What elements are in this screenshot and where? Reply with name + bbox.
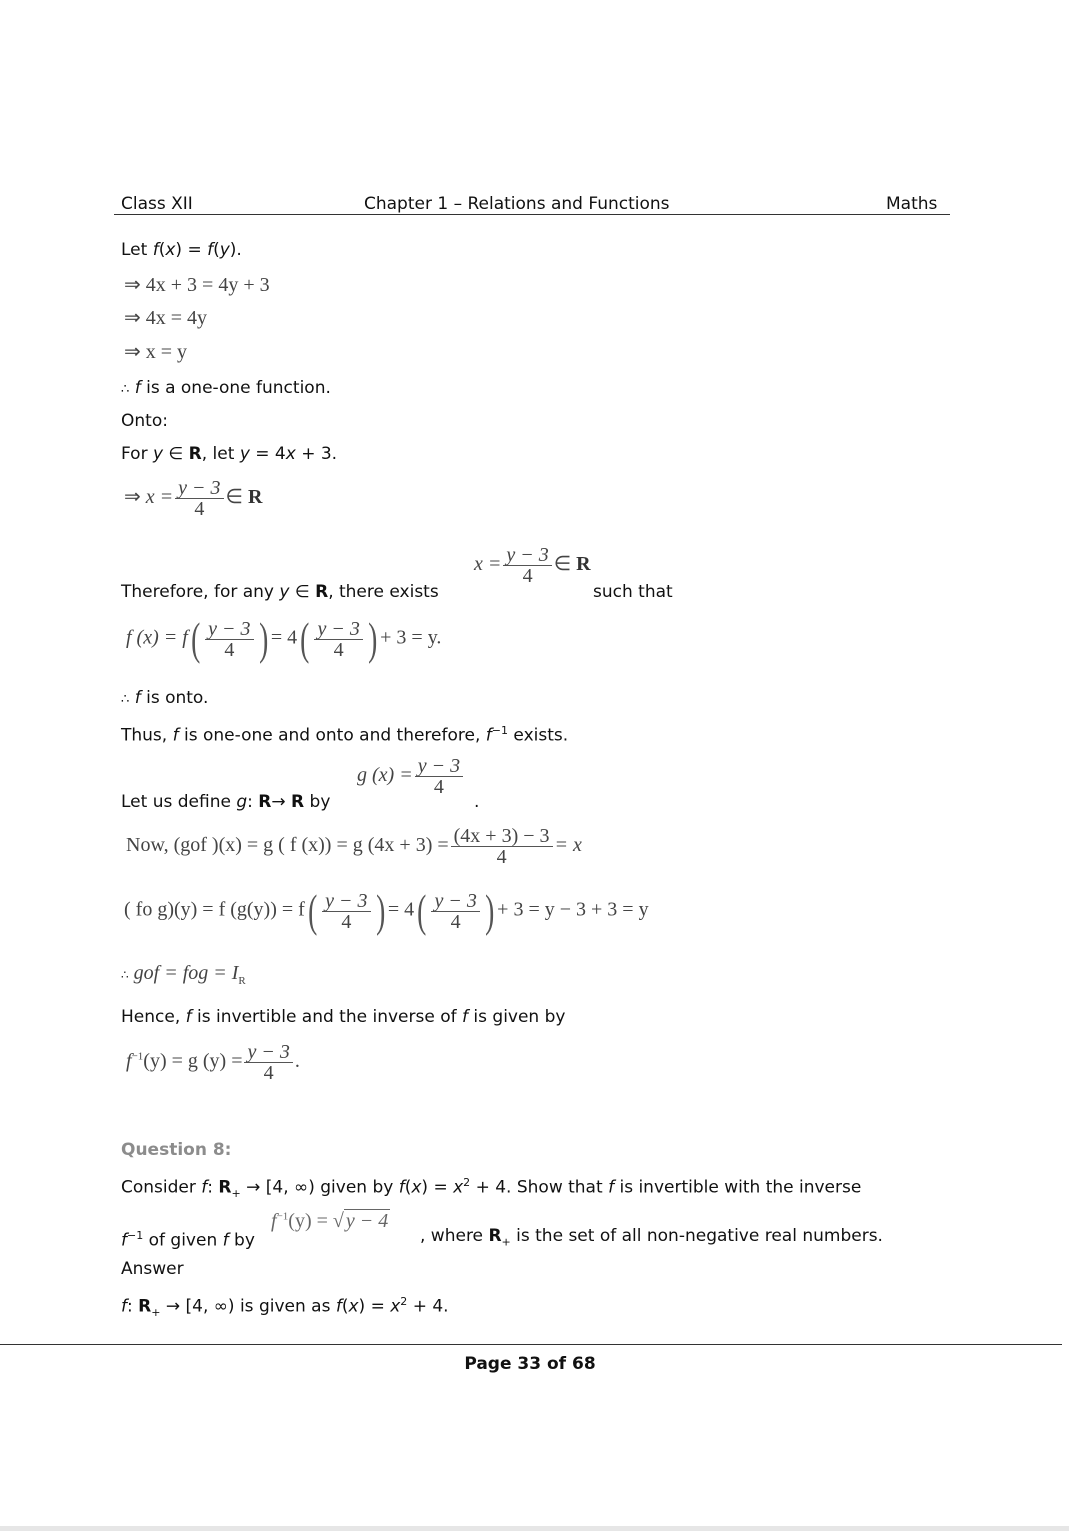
text: x [165, 240, 176, 260]
text: R [247, 486, 263, 509]
radicand: y − 4 [345, 1210, 389, 1232]
numerator: y − 3 [415, 756, 463, 777]
text: is the set of all non-negative real numbers. [510, 1226, 883, 1246]
text: by [304, 792, 331, 812]
fraction [431, 891, 479, 932]
text: f [271, 1210, 277, 1232]
question-heading: Question 8: [121, 1140, 232, 1160]
text: ) = [175, 240, 208, 260]
superscript: −1 [131, 1050, 144, 1063]
text: + 3 = y. [380, 626, 442, 649]
question-line-2a [121, 1226, 255, 1251]
sqrt-icon: √ [332, 1210, 344, 1232]
fraction [503, 545, 551, 586]
text: ∈ [225, 486, 243, 509]
numerator: y − 3 [205, 619, 253, 640]
fraction [175, 478, 223, 519]
bottom-scroll-edge [0, 1526, 1069, 1531]
text: ) = [358, 1296, 391, 1317]
subscript: + [501, 1235, 511, 1249]
equation-x-solution [124, 478, 262, 519]
text: : [207, 1177, 219, 1198]
superscript: 2 [400, 1295, 408, 1308]
text: + 4. [407, 1296, 449, 1317]
therefore-symbol: ∴ [121, 382, 130, 397]
paren: ) [258, 613, 268, 664]
text: ∈ [163, 444, 189, 464]
text: x [453, 1177, 464, 1198]
text: , let [201, 444, 240, 464]
equation-fx [126, 613, 442, 664]
text: f [152, 240, 159, 260]
hence-line [121, 1007, 565, 1027]
equation-gof [126, 826, 582, 867]
text: ∈ [289, 582, 316, 602]
text: Hence, [121, 1007, 186, 1027]
subscript: + [231, 1187, 241, 1201]
text: f [134, 688, 141, 708]
text: is onto. [140, 688, 209, 708]
text: R [188, 444, 202, 464]
text: = 4 [387, 898, 415, 921]
equation-x-exists [474, 545, 591, 586]
text: f (x) = f [126, 626, 188, 649]
text: , where [420, 1226, 489, 1246]
text: is a one-one function. [140, 378, 331, 398]
text: f [134, 378, 141, 398]
text: is invertible and the inverse of [191, 1007, 463, 1027]
denominator: 4 [450, 910, 461, 933]
equation-inverse-sqrt [271, 1210, 390, 1233]
text: y [152, 444, 164, 464]
superscript: −1 [276, 1210, 289, 1223]
text: f [485, 725, 492, 746]
text: f [126, 1050, 132, 1073]
text: + 4. Show that [470, 1177, 609, 1198]
text: R [138, 1296, 152, 1317]
question-line-1 [121, 1173, 861, 1204]
text: ( [404, 1177, 412, 1198]
text: = x [554, 834, 582, 857]
denominator: 4 [341, 910, 352, 933]
paren: ( [190, 613, 201, 664]
text: Consider [121, 1177, 202, 1198]
text: → [4, ∞) is given as [160, 1296, 336, 1317]
equation-inverse [126, 1042, 300, 1083]
paren: ) [375, 885, 385, 936]
therefore-symbol: ∴ [121, 968, 129, 982]
equation-implies-1: ⇒ 4x + 3 = 4y + 3 [124, 274, 270, 296]
text: ( [213, 240, 220, 260]
superscript: 2 [463, 1176, 471, 1189]
text: x [411, 1177, 422, 1198]
fraction [415, 756, 463, 797]
superscript: −1 [491, 724, 508, 737]
text: by [228, 1230, 255, 1251]
text: x [390, 1296, 401, 1317]
text: ( [341, 1296, 349, 1317]
text: f [207, 240, 214, 260]
header-class: Class XII [121, 194, 193, 214]
page-number: Page 33 of 68 [464, 1354, 596, 1374]
text: is given by [468, 1007, 566, 1027]
text: : [247, 792, 259, 812]
denominator: 4 [263, 1062, 274, 1084]
paren: ) [367, 613, 378, 664]
such-that: such that [593, 582, 673, 602]
text: Therefore, for any [121, 582, 280, 602]
subscript: R [238, 975, 246, 987]
text: f [222, 1230, 229, 1251]
text: + 3 = y − 3 + 3 = y [497, 898, 649, 921]
paren: ( [300, 613, 310, 664]
text: R [291, 792, 305, 812]
text: R [488, 1226, 502, 1246]
footer-divider [0, 1344, 1062, 1345]
fraction [451, 826, 553, 867]
numerator: y − 3 [322, 891, 370, 912]
numerator: (4x + 3) − 3 [451, 826, 553, 847]
fraction [314, 619, 362, 660]
text: = 4 [249, 444, 286, 464]
text: , there exists [328, 582, 439, 602]
text: y [279, 582, 290, 602]
text: R [258, 792, 272, 812]
text: ( fo g)(y) = f (g(y)) = f [124, 898, 305, 921]
text: = 4 [270, 626, 298, 649]
text: R [218, 1177, 232, 1198]
text: f [185, 1007, 192, 1027]
denominator: 4 [224, 638, 235, 661]
text: (y) = g (y) = [143, 1050, 243, 1073]
text: (y) = [288, 1210, 328, 1232]
fraction [322, 891, 370, 932]
paren: ) [484, 885, 495, 936]
text: Thus, [121, 725, 173, 746]
text: + 3. [295, 444, 338, 464]
therefore-line [121, 582, 439, 602]
text: y [239, 444, 250, 464]
text: ) = [421, 1177, 454, 1198]
fraction [205, 619, 253, 660]
numerator: y − 3 [175, 478, 223, 499]
text: . [294, 1050, 300, 1073]
denominator: 4 [433, 776, 444, 798]
numerator: y − 3 [244, 1042, 292, 1063]
text: f [121, 1296, 127, 1317]
numerator: y − 3 [503, 545, 551, 566]
text: f [608, 1177, 615, 1198]
fraction [244, 1042, 292, 1083]
define-g-line [121, 792, 330, 812]
text: Let us define [121, 792, 237, 812]
text: R [315, 582, 329, 602]
text: y [219, 240, 230, 260]
text: exists. [508, 725, 569, 746]
paren: ( [307, 885, 318, 936]
denominator: 4 [522, 565, 533, 587]
equation-identity [121, 962, 246, 987]
equation-fog [124, 885, 649, 936]
onto-conclusion [121, 688, 208, 710]
question-line-2b [420, 1226, 883, 1252]
header-subject: Maths [886, 194, 938, 214]
thus-line [121, 721, 568, 746]
text: R [576, 553, 591, 576]
equation-implies-3: ⇒ x = y [124, 341, 188, 363]
text: x [348, 1296, 359, 1317]
text: Let [121, 240, 153, 260]
text: ). [229, 240, 242, 260]
text: x = [474, 553, 502, 576]
for-y-line [121, 444, 337, 464]
equation-implies-2: ⇒ 4x = 4y [124, 307, 208, 329]
subscript: + [151, 1306, 161, 1320]
text: ∈ [553, 553, 572, 576]
text: of given [143, 1230, 223, 1251]
text: f [121, 1230, 127, 1251]
answer-line [121, 1292, 449, 1323]
text: Now, (gof )(x) = g ( f (x)) = g (4x + 3) = [126, 834, 449, 857]
implies-symbol: ⇒ [124, 486, 141, 509]
text: f [398, 1177, 405, 1198]
numerator: y − 3 [314, 619, 362, 640]
text-line [121, 240, 242, 260]
answer-label: Answer [121, 1259, 184, 1279]
text: x = [145, 486, 174, 509]
text: is one-one and onto and therefore, [178, 725, 486, 746]
text: x [285, 444, 296, 464]
equation-g-definition [357, 756, 465, 797]
text: For [121, 444, 153, 464]
text: : [127, 1296, 139, 1317]
denominator: 4 [333, 638, 344, 661]
text: f [172, 725, 179, 746]
text: is invertible with the inverse [614, 1177, 862, 1198]
text: f [462, 1007, 469, 1027]
denominator: 4 [496, 846, 507, 868]
therefore-symbol: ∴ [121, 692, 130, 707]
text: g [236, 792, 248, 812]
text: → [271, 792, 292, 812]
header-chapter: Chapter 1 – Relations and Functions [364, 194, 670, 214]
onto-label: Onto: [121, 411, 168, 431]
text: f [335, 1296, 342, 1317]
paren: ( [417, 885, 427, 936]
one-one-conclusion [121, 378, 331, 400]
header-divider [114, 214, 950, 215]
superscript: −1 [127, 1229, 144, 1242]
text: → [4, ∞) given by [240, 1177, 399, 1198]
text: gof = fog = I [133, 962, 239, 984]
denominator: 4 [194, 498, 205, 520]
numerator: y − 3 [431, 891, 479, 912]
text: ( [158, 240, 166, 260]
text: f [201, 1177, 208, 1198]
period: . [474, 792, 480, 812]
text: g (x) = [357, 764, 413, 787]
